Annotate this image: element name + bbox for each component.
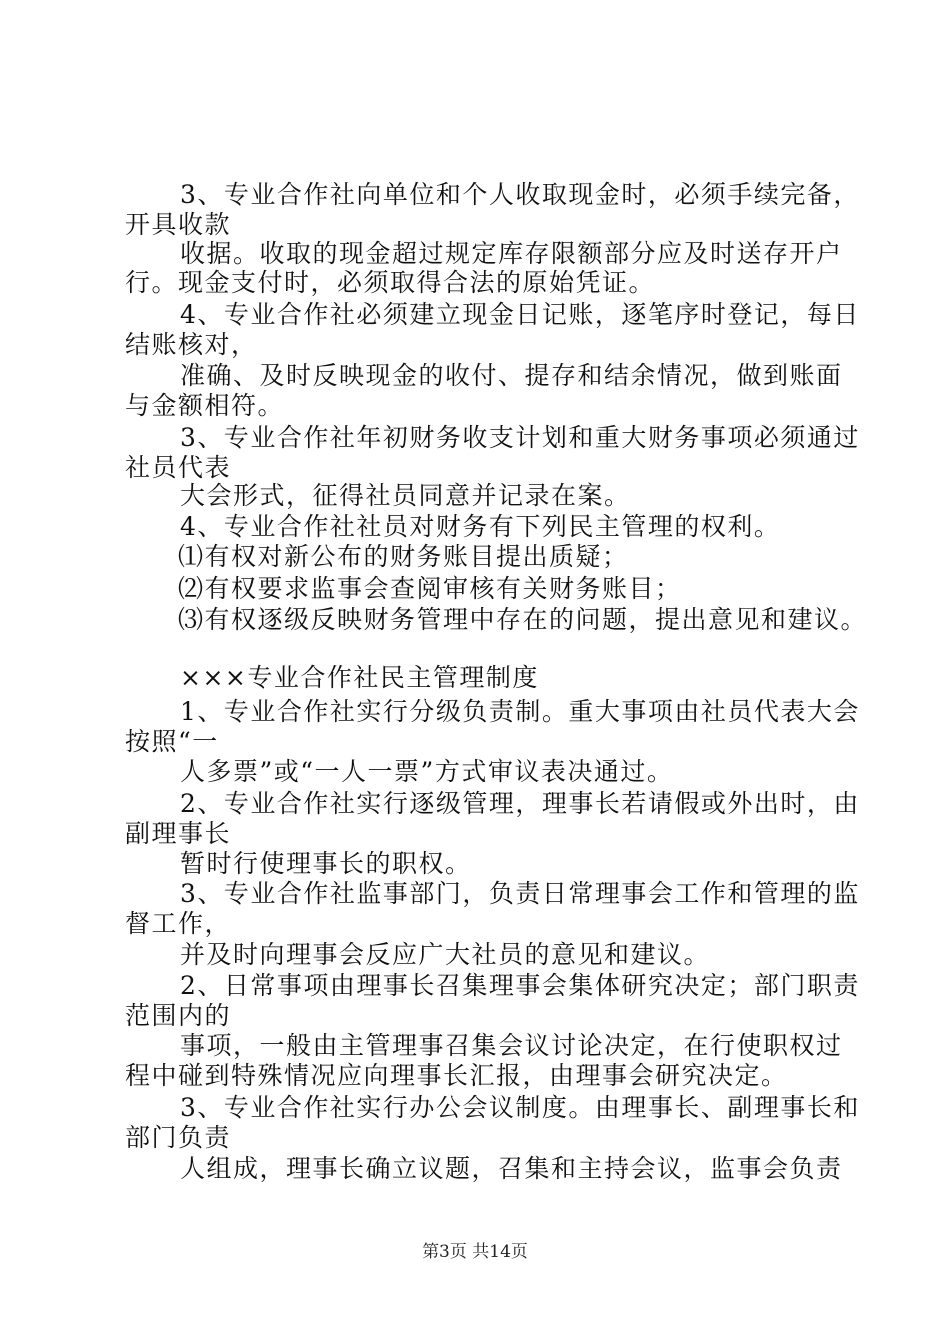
paragraph-line: 4、专业合作社必须建立现金日记账，逐笔序时登记，每日 — [180, 300, 860, 329]
paragraph-line: 2、专业合作社实行逐级管理，理事长若请假或外出时，由 — [180, 789, 860, 818]
paragraph-line: 与金额相符。 — [125, 391, 285, 420]
paragraph-line: 并及时向理事会反应广大社员的意见和建议。 — [180, 940, 711, 969]
paragraph-line: 人组成，理事长确立议题，召集和主持会议，监事会负责 — [180, 1154, 843, 1183]
paragraph-line: 人多票”或“一人一票”方式审议表决通过。 — [180, 757, 674, 786]
page-footer: 第3页 共14页 — [422, 1242, 528, 1262]
paragraph-line: 2、日常事项由理事长召集理事会集体研究决定；部门职责 — [180, 971, 860, 1000]
paragraph-line: 3、专业合作社监事部门，负责日常理事会工作和管理的监 — [180, 879, 860, 908]
paragraph-line: 3、专业合作社向单位和个人收取现金时，必须手续完备， — [180, 180, 860, 209]
paragraph-line: 程中碰到特殊情况应向理事长汇报，由理事会研究决定。 — [125, 1061, 788, 1090]
paragraph-line: 准确、及时反映现金的收付、提存和结余情况，做到账面 — [180, 361, 843, 390]
paragraph-line: 4、专业合作社社员对财务有下列民主管理的权利。 — [180, 512, 781, 541]
paragraph-line: 事项，一般由主管理事召集会议讨论决定，在行使职权过 — [180, 1031, 843, 1060]
paragraph-line: 督工作， — [125, 909, 232, 938]
list-item: ⑴有权对新公布的财务账目提出质疑； — [178, 542, 629, 571]
paragraph-line: 1、专业合作社实行分级负责制。重大事项由社员代表大会 — [180, 697, 860, 726]
paragraph-line: 部门负责 — [125, 1123, 232, 1152]
paragraph-line: 按照“一 — [125, 727, 219, 756]
paragraph-line: 结账核对， — [125, 330, 258, 359]
paragraph-line: 大会形式，征得社员同意并记录在案。 — [180, 481, 631, 510]
paragraph-line: 社员代表 — [125, 453, 232, 482]
paragraph-line: 开具收款 — [125, 210, 232, 239]
paragraph-line: 收据。收取的现金超过规定库存限额部分应及时送存开户 — [180, 239, 843, 268]
paragraph-line: 副理事长 — [125, 819, 232, 848]
paragraph-line: 范围内的 — [125, 1001, 232, 1030]
paragraph-line: 行。现金支付时，必须取得合法的原始凭证。 — [125, 268, 656, 297]
section-heading: ×××专业合作社民主管理制度 — [180, 663, 539, 692]
paragraph-line: 3、专业合作社年初财务收支计划和重大财务事项必须通过 — [180, 423, 860, 452]
paragraph-line: 暂时行使理事长的职权。 — [180, 849, 472, 878]
list-item: ⑵有权要求监事会查阅审核有关财务账目； — [178, 574, 682, 603]
paragraph-line: 3、专业合作社实行办公会议制度。由理事长、副理事长和 — [180, 1093, 860, 1122]
list-item: ⑶有权逐级反映财务管理中存在的问题，提出意见和建议。 — [178, 605, 868, 634]
